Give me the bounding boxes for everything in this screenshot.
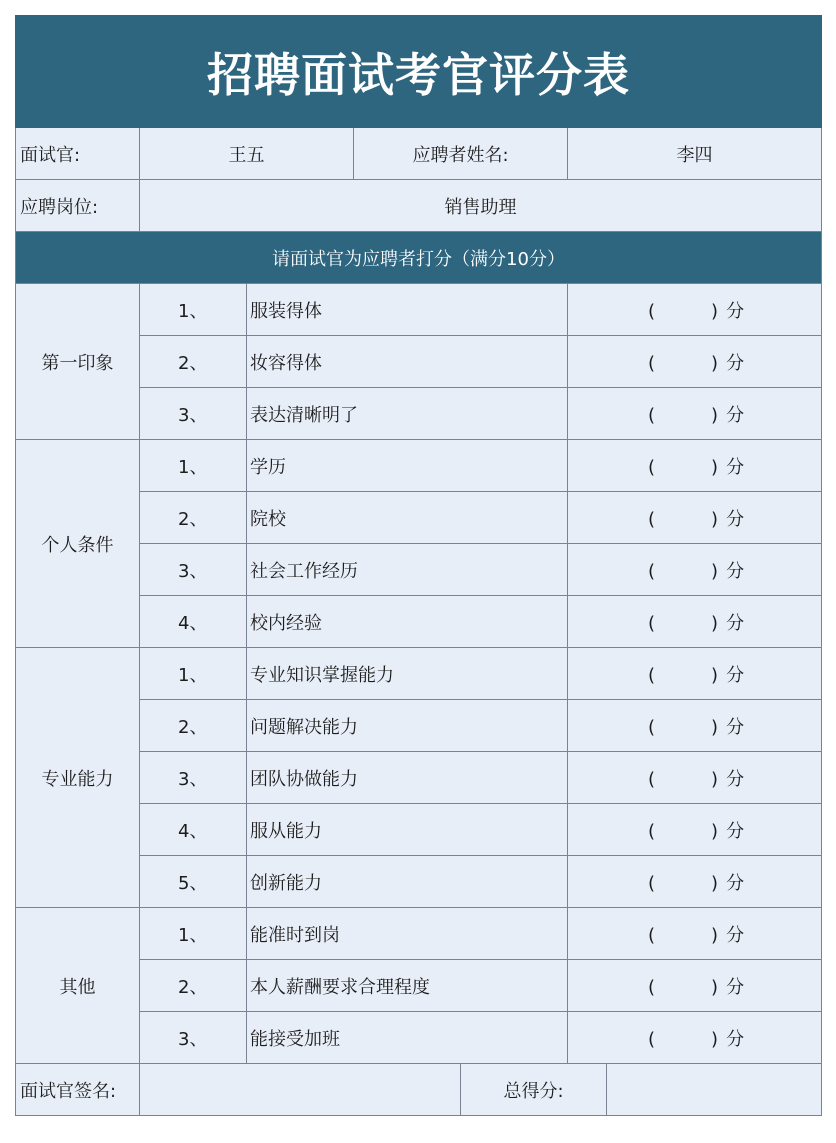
- interviewer-value[interactable]: 王五: [140, 128, 354, 180]
- item-number: 1、: [140, 440, 247, 492]
- score-unit: 分: [726, 508, 745, 530]
- score-open-paren: (: [648, 664, 656, 686]
- score-close-paren: ): [711, 404, 719, 426]
- score-close-paren: ): [711, 508, 719, 530]
- score-unit: 分: [726, 300, 745, 322]
- item-number: 1、: [140, 908, 247, 960]
- item-criterion: 校内经验: [247, 596, 568, 648]
- score-open-paren: (: [648, 768, 656, 790]
- score-open-paren: (: [648, 404, 656, 426]
- item-number: 2、: [140, 960, 247, 1012]
- score-open-paren: (: [648, 456, 656, 478]
- score-open-paren: (: [648, 820, 656, 842]
- item-number: 3、: [140, 544, 247, 596]
- score-field[interactable]: [568, 596, 822, 648]
- score-field[interactable]: [568, 336, 822, 388]
- score-close-paren: ): [711, 664, 719, 686]
- score-field[interactable]: [568, 856, 822, 908]
- score-unit: 分: [726, 768, 745, 790]
- score-open-paren: (: [648, 612, 656, 634]
- score-field[interactable]: [568, 700, 822, 752]
- item-number: 5、: [140, 856, 247, 908]
- score-close-paren: ): [711, 820, 719, 842]
- score-unit: 分: [726, 560, 745, 582]
- item-criterion: 服装得体: [247, 284, 568, 336]
- score-field[interactable]: [568, 752, 822, 804]
- item-number: 2、: [140, 700, 247, 752]
- score-close-paren: ): [711, 872, 719, 894]
- section-name: 个人条件: [16, 440, 140, 648]
- score-open-paren: (: [648, 872, 656, 894]
- score-close-paren: ): [711, 612, 719, 634]
- position-value[interactable]: 销售助理: [140, 180, 822, 232]
- score-field[interactable]: [568, 648, 822, 700]
- item-number: 4、: [140, 804, 247, 856]
- item-number: 3、: [140, 388, 247, 440]
- interviewer-label: 面试官:: [16, 128, 140, 180]
- item-criterion: 问题解决能力: [247, 700, 568, 752]
- score-open-paren: (: [648, 976, 656, 998]
- item-number: 1、: [140, 284, 247, 336]
- score-row: [16, 440, 822, 492]
- item-criterion: 专业知识掌握能力: [247, 648, 568, 700]
- item-criterion: 社会工作经历: [247, 544, 568, 596]
- score-field[interactable]: [568, 1012, 822, 1064]
- score-unit: 分: [726, 924, 745, 946]
- score-row: [16, 648, 822, 700]
- score-close-paren: ): [711, 352, 719, 374]
- score-unit: 分: [726, 664, 745, 686]
- score-unit: 分: [726, 976, 745, 998]
- total-score-field[interactable]: [607, 1064, 822, 1116]
- score-field[interactable]: [568, 544, 822, 596]
- score-field[interactable]: [568, 960, 822, 1012]
- score-close-paren: ): [711, 768, 719, 790]
- score-open-paren: (: [648, 924, 656, 946]
- score-field[interactable]: [568, 804, 822, 856]
- score-row: [16, 284, 822, 336]
- score-sheet: [15, 15, 822, 1116]
- signature-label: 面试官签名:: [16, 1064, 140, 1116]
- score-unit: 分: [726, 352, 745, 374]
- item-criterion: 能接受加班: [247, 1012, 568, 1064]
- position-label: 应聘岗位:: [16, 180, 140, 232]
- item-criterion: 院校: [247, 492, 568, 544]
- score-close-paren: ): [711, 300, 719, 322]
- item-number: 3、: [140, 1012, 247, 1064]
- item-number: 3、: [140, 752, 247, 804]
- item-number: 2、: [140, 492, 247, 544]
- score-open-paren: (: [648, 352, 656, 374]
- sheet-title: 招聘面试考官评分表: [16, 16, 822, 128]
- score-unit: 分: [726, 716, 745, 738]
- item-criterion: 创新能力: [247, 856, 568, 908]
- score-field[interactable]: [568, 492, 822, 544]
- score-unit: 分: [726, 872, 745, 894]
- score-close-paren: ): [711, 1028, 719, 1050]
- item-criterion: 团队协做能力: [247, 752, 568, 804]
- score-open-paren: (: [648, 1028, 656, 1050]
- item-criterion: 表达清晰明了: [247, 388, 568, 440]
- score-open-paren: (: [648, 716, 656, 738]
- score-field[interactable]: [568, 284, 822, 336]
- section-name: 专业能力: [16, 648, 140, 908]
- score-unit: 分: [726, 820, 745, 842]
- item-criterion: 学历: [247, 440, 568, 492]
- item-criterion: 能准时到岗: [247, 908, 568, 960]
- item-criterion: 妆容得体: [247, 336, 568, 388]
- score-close-paren: ): [711, 716, 719, 738]
- score-row: [16, 908, 822, 960]
- score-field[interactable]: [568, 908, 822, 960]
- total-score-label: 总得分:: [461, 1064, 607, 1116]
- applicant-label: 应聘者姓名:: [354, 128, 568, 180]
- item-number: 2、: [140, 336, 247, 388]
- score-field[interactable]: [568, 388, 822, 440]
- signature-field[interactable]: [140, 1064, 461, 1116]
- score-open-paren: (: [648, 508, 656, 530]
- section-name: 第一印象: [16, 284, 140, 440]
- instruction-banner: 请面试官为应聘者打分（满分10分）: [16, 232, 822, 284]
- score-unit: 分: [726, 612, 745, 634]
- section-name: 其他: [16, 908, 140, 1064]
- score-close-paren: ): [711, 456, 719, 478]
- score-unit: 分: [726, 456, 745, 478]
- score-open-paren: (: [648, 300, 656, 322]
- item-number: 1、: [140, 648, 247, 700]
- item-criterion: 服从能力: [247, 804, 568, 856]
- item-criterion: 本人薪酬要求合理程度: [247, 960, 568, 1012]
- applicant-value[interactable]: 李四: [568, 128, 822, 180]
- score-unit: 分: [726, 1028, 745, 1050]
- score-unit: 分: [726, 404, 745, 426]
- score-field[interactable]: [568, 440, 822, 492]
- item-number: 4、: [140, 596, 247, 648]
- score-close-paren: ): [711, 560, 719, 582]
- score-open-paren: (: [648, 560, 656, 582]
- score-close-paren: ): [711, 924, 719, 946]
- score-close-paren: ): [711, 976, 719, 998]
